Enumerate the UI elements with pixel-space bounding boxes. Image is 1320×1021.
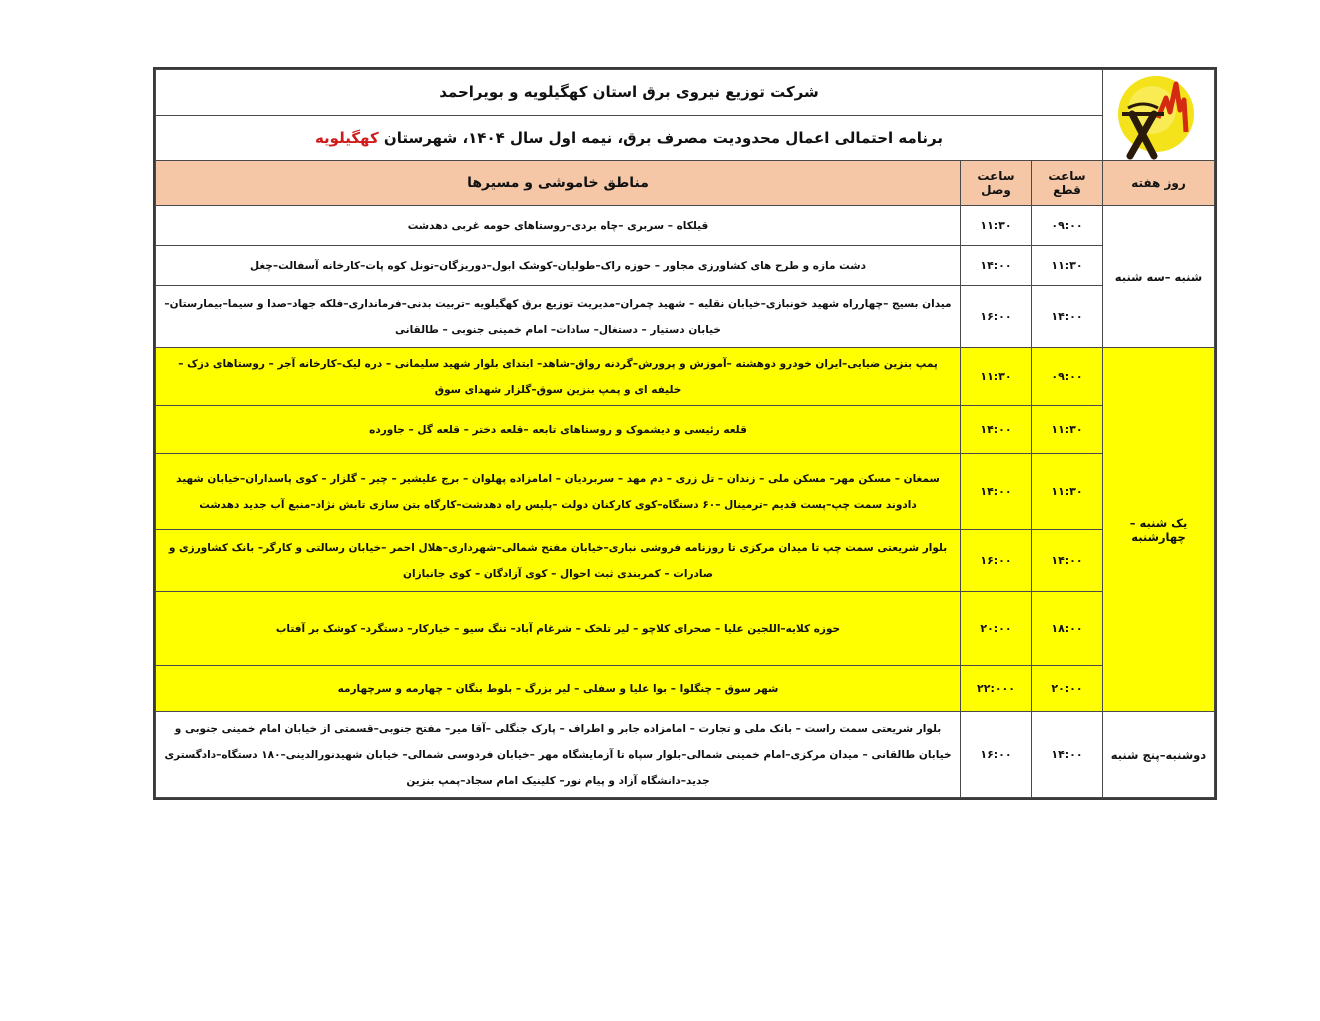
table-row (156, 454, 1215, 530)
header-areas: مناطق خاموشی و مسیرها (156, 161, 961, 206)
areas-cell: بلوار شریعتی سمت راست – بانک ملی و تجارت – امامزاده جابر و اطراف – پارک جنگلی –آقا میر– مفتح جنوبی–قسمتی از خیابان امام خمینی جنوبی و خیابان طالقانی – میدان مرکزی–امام خمینی شمالی–بلوار سپاه تا آزمایشگاه مهر –خیابان فردوسی شمالی– خیابان شهیدنورالدینی–۱۸۰ دستگاه–دادگستری جدید–دانشگاه آزاد و پیام نور– کلینیک امام سجاد–پمپ بنزین (156, 712, 961, 798)
subtitle-text: برنامه احتمالی اعمال محدودیت مصرف برق، نیمه اول سال ۱۴۰۴، شهرستان (383, 128, 944, 147)
areas-cell: حوزه کلایه–اللجین علیا – صحرای کلاچو – لیر تلخک – شرغام آباد– تنگ سیو – خیارکار– دستگرد– کوشک بر آفتاب (156, 592, 961, 666)
connect-time-cell: ۱۱:۳۰ (961, 348, 1032, 406)
connect-time-cell: ۱۴:۰۰ (961, 406, 1032, 454)
connect-time-cell: ۱۴:۰۰ (961, 454, 1032, 530)
day-cell: دوشنبه–پنج شنبه (1103, 712, 1215, 798)
cut-time-cell: ۱۴:۰۰ (1032, 712, 1103, 798)
areas-cell: پمپ بنزین ضیایی–ایران خودرو دوهشته –آموزش و پرورش–گردنه رواق–شاهد– ابتدای بلوار شهید سلیمانی – دره لیک–کارخانه آجر – روستاهای دزک – خلیفه ای و پمپ بنزین سوق–گلزار شهدای سوق (156, 348, 961, 406)
connect-time-cell: ۱۶:۰۰ (961, 712, 1032, 798)
table-row (156, 712, 1215, 798)
table-header-row (156, 161, 1215, 206)
cut-time-cell: ۲۰:۰۰ (1032, 666, 1103, 712)
logo-cell (1103, 70, 1215, 161)
title-row (156, 70, 1215, 116)
table-row (156, 286, 1215, 348)
table-row (156, 348, 1215, 406)
cut-time-cell: ۱۴:۰۰ (1032, 286, 1103, 348)
connect-time-cell: ۲۲:۰۰۰ (961, 666, 1032, 712)
cut-time-cell: ۱۱:۳۰ (1032, 406, 1103, 454)
areas-cell: قیلکاه – سربری –چاه بردی–روستاهای حومه غربی دهدشت (156, 206, 961, 246)
header-cut-time: ساعت قطع (1032, 161, 1103, 206)
cut-time-cell: ۱۸:۰۰ (1032, 592, 1103, 666)
areas-cell: میدان بسیج –چهارراه شهید خونبازی–خیابان نقلیه – شهید چمران–مدیریت توزیع برق کهگیلویه –تربیت بدنی–فرمانداری–فلکه جهاد–صدا و سیما–بیمارستان–خیابان دستیار – دستغال– سادات– امام خمینی جنوبی – طالقانی (156, 286, 961, 348)
company-title: شرکت توزیع نیروی برق استان کهگیلویه و بویراحمد (156, 70, 1103, 116)
table-row (156, 666, 1215, 712)
areas-cell: دشت مازه و طرح های کشاورزی مجاور – حوزه راک–طولیان–کوشک ابول–دوریزگان–تونل کوه پات–کارخانه آسفالت–چغل (156, 246, 961, 286)
header-day: روز هفته (1103, 161, 1215, 206)
day-cell: شنبه –سه شنبه (1103, 206, 1215, 348)
areas-cell: قلعه رئیسی و دیشموک و روستاهای تابعه –قلعه دختر – قلعه گل – جاورده (156, 406, 961, 454)
city-name: کهگیلویه (314, 128, 379, 147)
cut-time-cell: ۱۱:۳۰ (1032, 246, 1103, 286)
cut-time-cell: ۱۴:۰۰ (1032, 530, 1103, 592)
power-outage-schedule-document (153, 67, 1217, 800)
connect-time-cell: ۲۰:۰۰ (961, 592, 1032, 666)
day-cell: یک شنبه –چهارشنبه (1103, 348, 1215, 712)
table-row (156, 406, 1215, 454)
table-row (156, 530, 1215, 592)
subtitle-row (156, 115, 1215, 161)
areas-cell: سمغان – مسکن مهر– مسکن ملی – زندان – تل زری – دم مهد – سربردیان – امامزاده پهلوان – برج علیشیر – چیر – گلزار – کوی پاسداران–خیابان شهید دادوند سمت چپ–پست قدیم –ترمینال –۶۰ دستگاه–کوی کارکنان دولت –پلیس راه دهدشت–کارگاه بتن سازی تابش نژاد–منبع آب جدید دهدشت (156, 454, 961, 530)
schedule-subtitle (156, 115, 1103, 161)
connect-time-cell: ۱۴:۰۰ (961, 246, 1032, 286)
table-row (156, 592, 1215, 666)
cut-time-cell: ۰۹:۰۰ (1032, 348, 1103, 406)
power-company-logo-icon (1108, 70, 1208, 160)
connect-time-cell: ۱۶:۰۰ (961, 530, 1032, 592)
table-row (156, 246, 1215, 286)
header-connect-time: ساعت وصل (961, 161, 1032, 206)
schedule-table (155, 69, 1215, 798)
cut-time-cell: ۰۹:۰۰ (1032, 206, 1103, 246)
connect-time-cell: ۱۶:۰۰ (961, 286, 1032, 348)
table-row (156, 206, 1215, 246)
areas-cell: بلوار شریعتی سمت چپ تا میدان مرکزی تا روزنامه فروشی نباری–خیابان مفتح شمالی–شهرداری–هلال احمر –خیابان رسالتی و کارگر– بانک کشاورزی و صادرات – کمربندی ثبت احوال – کوی آزادگان – کوی جانبازان (156, 530, 961, 592)
connect-time-cell: ۱۱:۳۰ (961, 206, 1032, 246)
areas-cell: شهر سوق – چنگلوا – بوا علیا و سفلی – لیر بزرگ – بلوط بنگان – چهارمه و سرچهارمه (156, 666, 961, 712)
cut-time-cell: ۱۱:۳۰ (1032, 454, 1103, 530)
